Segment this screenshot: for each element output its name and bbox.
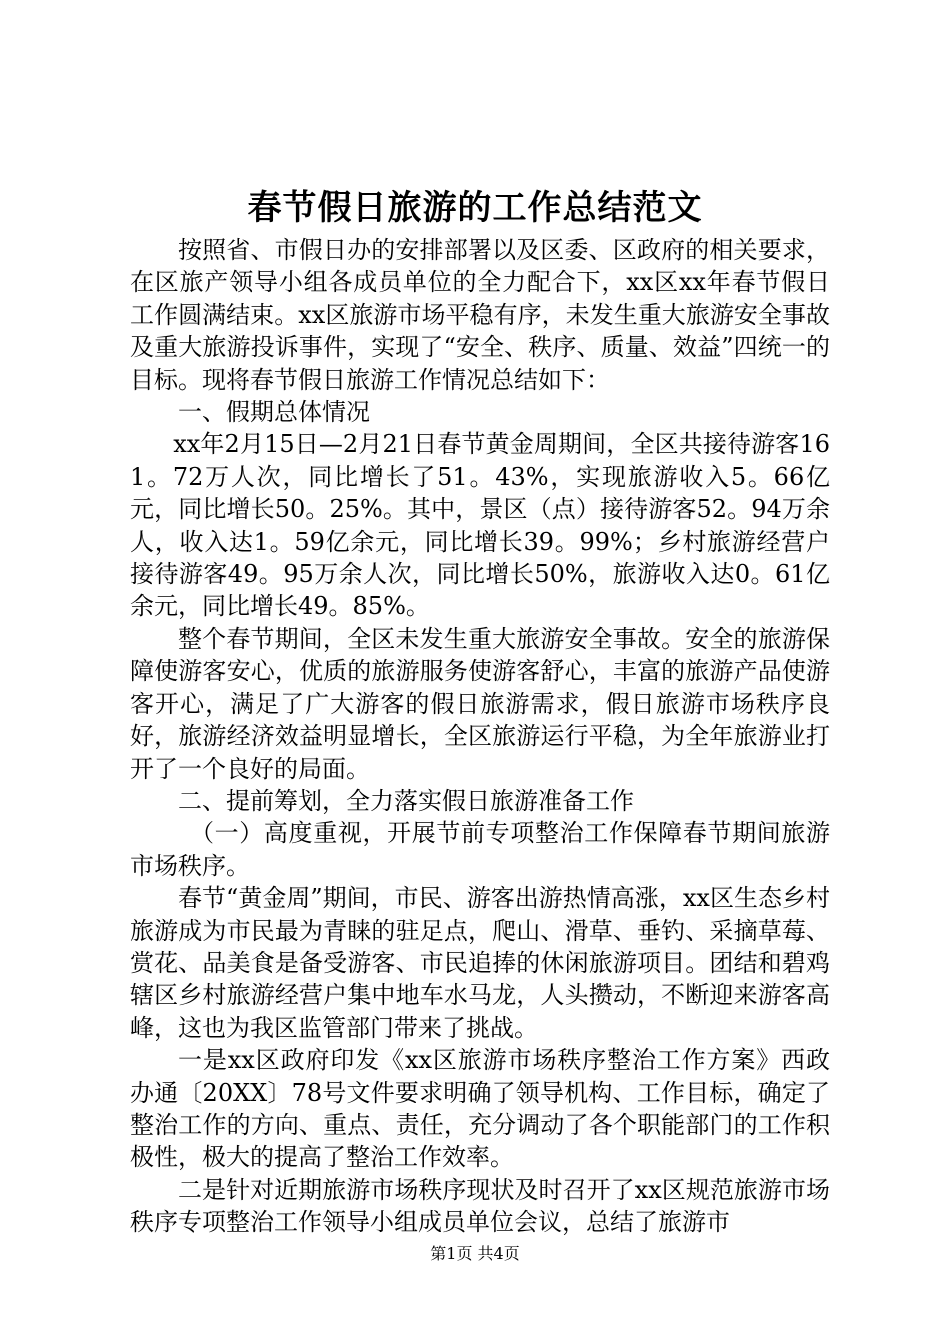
page-number-footer: 第1页 共4页: [430, 1244, 520, 1263]
paragraph-point-two: 二是针对近期旅游市场秩序现状及时召开了xx区规范旅游市场秩序专项整治工作领导小组成员单位会议，总结了旅游市: [130, 1175, 830, 1237]
section-heading-1: 一、假期总体情况: [178, 398, 370, 427]
paragraph-golden-week: 春节“黄金周”期间，市民、游客出游热情高涨，xx区生态乡村旅游成为市民最为青睐的驻足点，爬山、滑草、垂钓、采摘草莓、赏花、品美食是备受游客、市民追捧的休闲旅游项目。团结和碧鸡辖区乡村旅游经营户集中地车水马龙，人头攒动，不断迎来游客高峰，这也为我区监管部门带来了挑战。: [130, 884, 830, 1042]
paragraph-safety: 整个春节期间，全区未发生重大旅游安全事故。安全的旅游保障使游客安心，优质的旅游服务使游客舒心，丰富的旅游产品使游客开心，满足了广大游客的假日旅游需求，假日旅游市场秩序良好，旅游经济效益明显增长，全区旅游运行平稳，为全年旅游业打开了一个良好的局面。: [130, 624, 830, 783]
paragraph-point-one: 一是xx区政府印发《xx区旅游市场秩序整治工作方案》西政办通〔20XX〕78号文件要求明确了领导机构、工作目标，确定了整治工作的方向、重点、责任，充分调动了各个职能部门的工作积极性，极大的提高了整治工作效率。: [130, 1046, 830, 1172]
subsection-heading-1: （一）高度重视，开展节前专项整治工作保障春节期间旅游市场秩序。: [130, 819, 830, 880]
document-body: [130, 234, 830, 1239]
document-title: 春节假日旅游的工作总结范文: [247, 188, 703, 228]
section-heading-2: 二、提前筹划，全力落实假日旅游准备工作: [178, 786, 634, 815]
paragraph-intro: 按照省、市假日办的安排部署以及区委、区政府的相关要求，在区旅产领导小组各成员单位的全力配合下，xx区xx年春节假日工作圆满结束。xx区旅游市场平稳有序，未发生重大旅游安全事故及重大旅游投诉事件，实现了“安全、秩序、质量、效益”四统一的目标。现将春节假日旅游工作情况总结如下：: [130, 236, 830, 394]
paragraph-statistics: xx年2月15日—2月21日春节黄金周期间，全区共接待游客161。72万人次，同比增长了51。43%，实现旅游收入5。66亿元，同比增长50。25%。其中，景区（点）接待游客52。94万余人，收入达1。59亿余元，同比增长39。99%；乡村旅游经营户接待游客49。95万余人次，同比增长50%，旅游收入达0。61亿余元，同比增长49。85%。: [130, 430, 830, 621]
